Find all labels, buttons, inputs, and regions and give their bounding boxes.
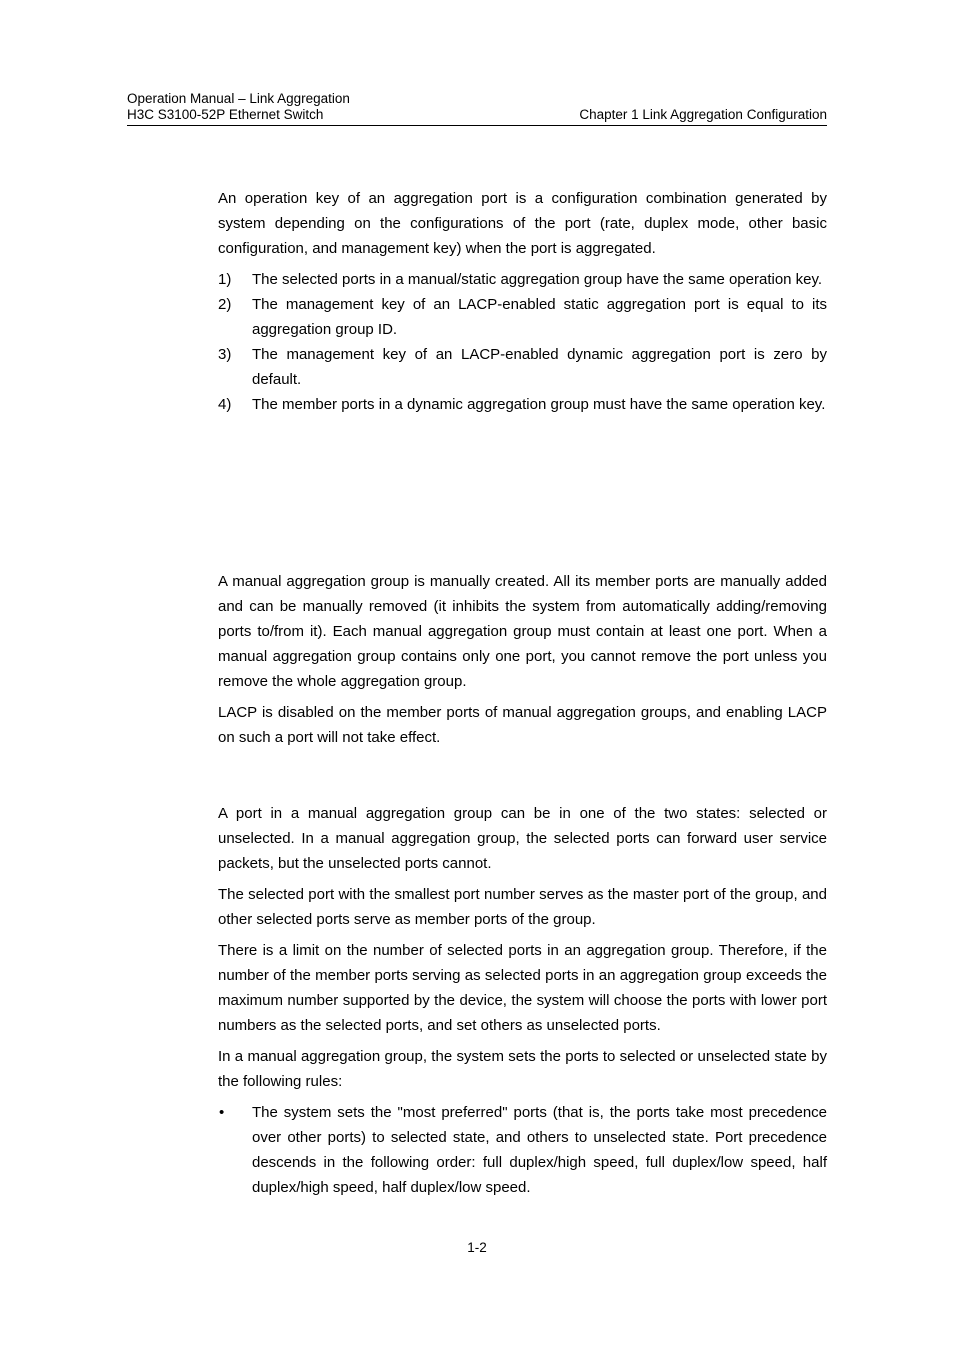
selected-limit-paragraph: There is a limit on the number of selected ports in an aggregation group. Therefore, if the number of the member ports serving as selected ports in an aggregation group exceeds the maximum number supported by the device, the system will choose the ports with lower port numbers as the selected ports, and set others as unselected ports.	[218, 942, 827, 1034]
list-item-number: 3)	[218, 346, 232, 363]
manual-title: Operation Manual – Link Aggregation	[127, 91, 350, 106]
list-item	[218, 342, 827, 392]
operation-key-intro: An operation key of an aggregation port is a configuration combination generated by system depending on the configurations of the port (rate, duplex mode, other basic configuration, and management key) when the port is aggregated.	[218, 190, 827, 257]
list-item-text: The management key of an LACP-enabled dynamic aggregation port is zero by default.	[252, 346, 827, 388]
bullet-item	[218, 1100, 827, 1200]
port-states-section	[218, 801, 827, 1200]
page-number: 1-2	[467, 1240, 487, 1255]
manual-aggregation-section	[218, 569, 827, 750]
page-header	[127, 90, 827, 126]
port-states-paragraph: A port in a manual aggregation group can be in one of the two states: selected or unselected. In a manual aggregation group, the selected ports can forward user service packets, but the unselected ports cannot.	[218, 805, 827, 872]
product-name: H3C S3100-52P Ethernet Switch	[127, 107, 324, 122]
list-item-number: 1)	[218, 271, 232, 288]
bullet-item-text: The system sets the "most preferred" ports (that is, the ports take most precedence over other ports) to selected state, and others to unselected state. Port precedence descends in the following order: full duplex/high speed, full duplex/low speed, half duplex/high speed, half duplex/low speed.	[252, 1104, 827, 1196]
operation-key-section	[218, 186, 827, 417]
list-item-number: 2)	[218, 296, 232, 313]
list-item-text: The management key of an LACP-enabled static aggregation port is equal to its aggregation group ID.	[252, 296, 827, 338]
list-item-text: The member ports in a dynamic aggregation group must have the same operation key.	[252, 396, 826, 413]
lacp-disabled-paragraph: LACP is disabled on the member ports of manual aggregation groups, and enabling LACP on such a port will not take effect.	[218, 704, 827, 746]
list-item-text: The selected ports in a manual/static aggregation group have the same operation key.	[252, 271, 823, 288]
rules-intro-paragraph: In a manual aggregation group, the system sets the ports to selected or unselected state by the following rules:	[218, 1048, 827, 1090]
list-item	[218, 392, 827, 417]
list-item	[218, 267, 827, 292]
list-item-number: 4)	[218, 396, 232, 413]
list-item	[218, 292, 827, 342]
bullet-symbol: •	[219, 1104, 225, 1121]
master-port-paragraph: The selected port with the smallest port number serves as the master port of the group, and other selected ports serve as member ports of the group.	[218, 886, 827, 928]
manual-aggregation-paragraph: A manual aggregation group is manually created. All its member ports are manually added and can be manually removed (it inhibits the system from automatically adding/removing ports to/from it). Each manual aggregation group must contain at least one port. When a manual aggregation group contains only one port, you cannot remove the port unless you remove the whole aggregation group.	[218, 573, 827, 690]
chapter-title: Chapter 1 Link Aggregation Configuration	[579, 107, 827, 122]
operation-key-list	[218, 267, 827, 417]
